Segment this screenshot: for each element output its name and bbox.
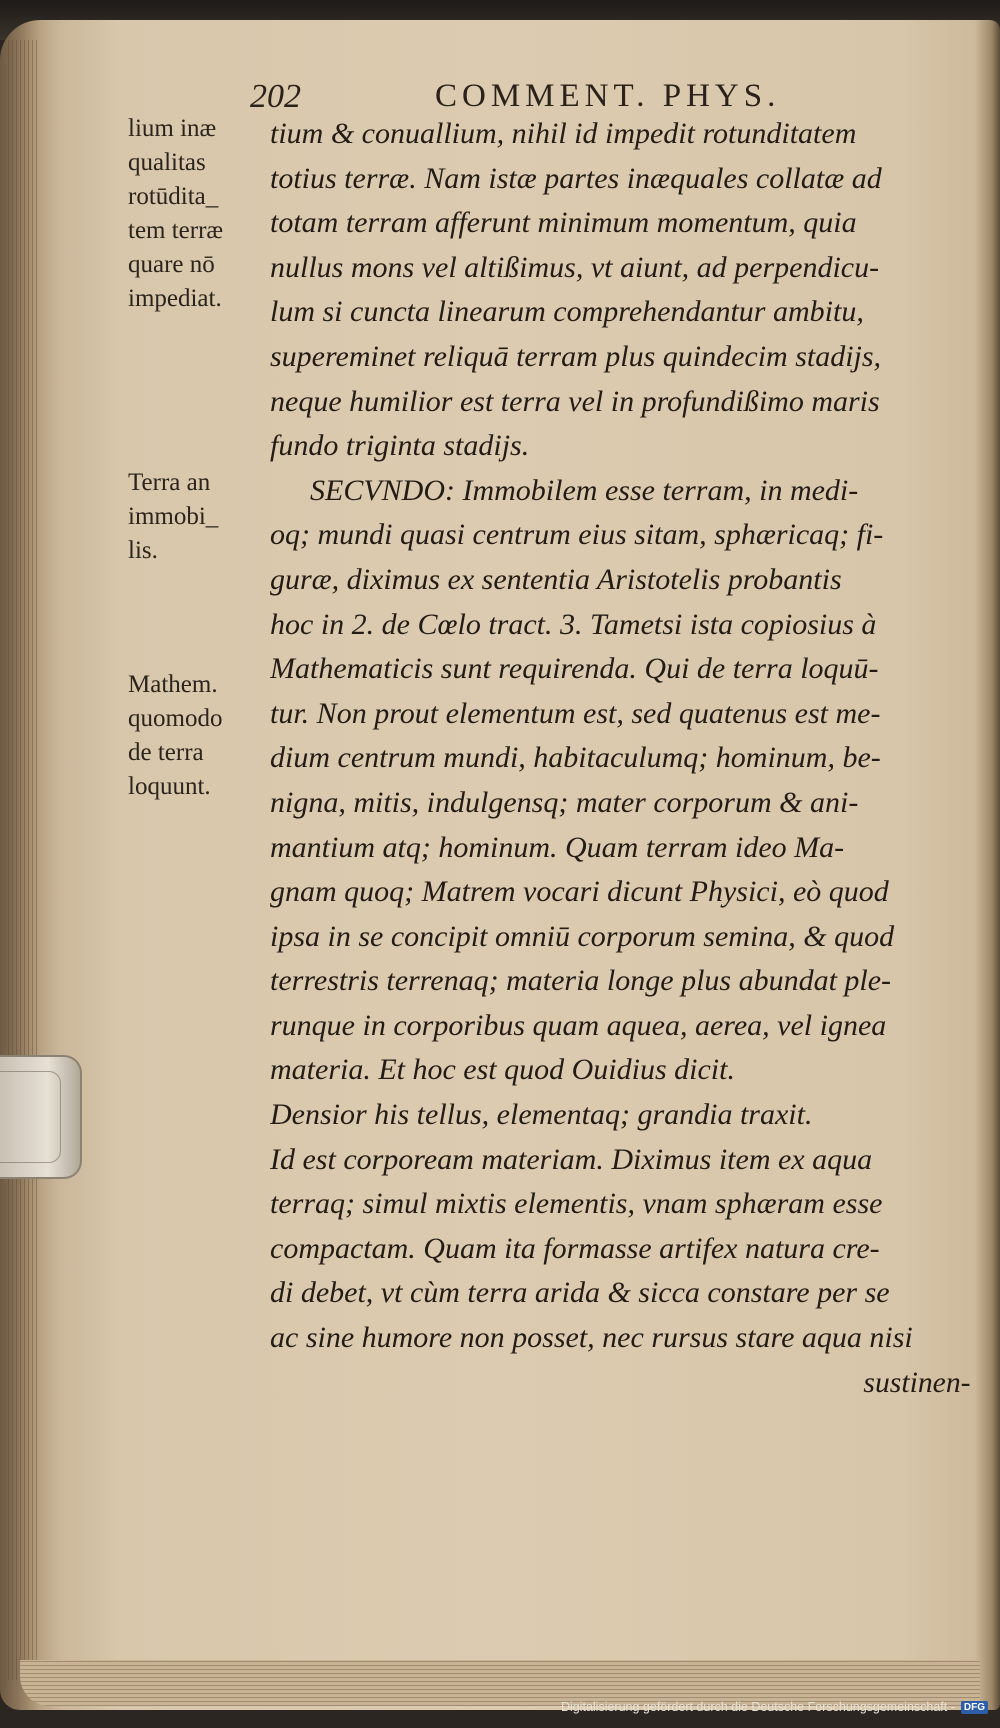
dfg-logo: DFG [961,1701,988,1714]
text-line: ac sine humore non posset, nec rursus stare aqua nisi [270,1321,913,1355]
text-line: lum si cuncta linearum comprehendantur ambitu, [270,295,864,329]
text-line: mantium atq; hominum. Quam terram ideo Ma- [270,830,845,864]
text-line: nigna, mitis, indulgensq; mater corporum & ani- [270,785,859,819]
text-line: gnam quoq; Matrem vocari dicunt Physici, eò quod [270,875,889,909]
text-line: fundo triginta stadijs. [270,429,530,463]
text-line: terraq; simul mixtis elementis, vnam sphæram esse [270,1187,883,1221]
text-line: materia. Et hoc est quod Ouidius dicit. [270,1053,735,1087]
text-line: Mathematicis sunt requirenda. Qui de terra loquū- [270,652,879,686]
text-line: totius terræ. Nam istæ partes inæquales collatæ ad [270,161,882,195]
running-title: COMMENT. PHYS. [435,78,781,114]
text-line: hoc in 2. de Cœlo tract. 3. Tametsi ista copiosius à [270,607,877,641]
text-line: totam terram afferunt minimum momentum, quia [270,206,857,240]
text-line: tium & conuallium, nihil id impedit rotunditatem [270,117,857,150]
page-number: 202 [250,78,301,115]
page-edges-left [8,40,38,1680]
text-line: neque humilior est terra vel in profundißimo maris [270,384,880,418]
margin-note-immobility: Terra an immobi_ lis. [128,469,219,564]
text-line: runque in corporibus quam aquea, aerea, vel ignea [270,1008,887,1042]
text-line: terrestris terrenaq; materia longe plus abundat ple- [270,964,892,998]
text-line: SECVNDO: Immobilem esse terram, in medi- [310,473,859,507]
book-clasp-inner [0,1071,61,1163]
text-line: ipsa in se concipit omniū corporum semina, & quod [270,919,895,953]
book-clasp [0,1055,82,1179]
text-line: nullus mons vel altißimus, vt aiunt, ad perpendicu- [270,250,880,284]
main-text-block [270,112,970,1405]
text-line: di debet, vt cùm terra arida & sicca constare per se [270,1276,890,1310]
catchword: sustinen- [863,1365,971,1399]
text-line: oq; mundi quasi centrum eius sitam, sphæricaq; fi- [270,518,884,552]
credit-text: Digitalisierung gefördert durch die Deutsche Forschungsgemeinschaft - [560,1700,955,1714]
margin-note-mathematicians: Mathem. quomodo de terra loquunt. [128,671,223,800]
text-line: compactam. Quam ita formasse artifex natura cre- [270,1231,880,1265]
text-line: Densior his tellus, elementaq; grandia traxit. [270,1098,813,1132]
text-line: Id est corpoream materiam. Diximus item ex aqua [270,1142,873,1176]
text-line: dium centrum mundi, habitaculumq; hominum, be- [270,741,881,775]
digitization-credit [561,1696,988,1718]
text-line: tur. Non prout elementum est, sed quatenus est me- [270,696,881,730]
margin-note-inequality: lium inæ qualitas rotūdita_ tem terræ quare nō impediat. [128,115,224,312]
text-line: guræ, diximus ex sententia Aristotelis probantis [270,562,842,596]
text-line: supereminet reliquā terram plus quindecim stadijs, [270,339,882,373]
